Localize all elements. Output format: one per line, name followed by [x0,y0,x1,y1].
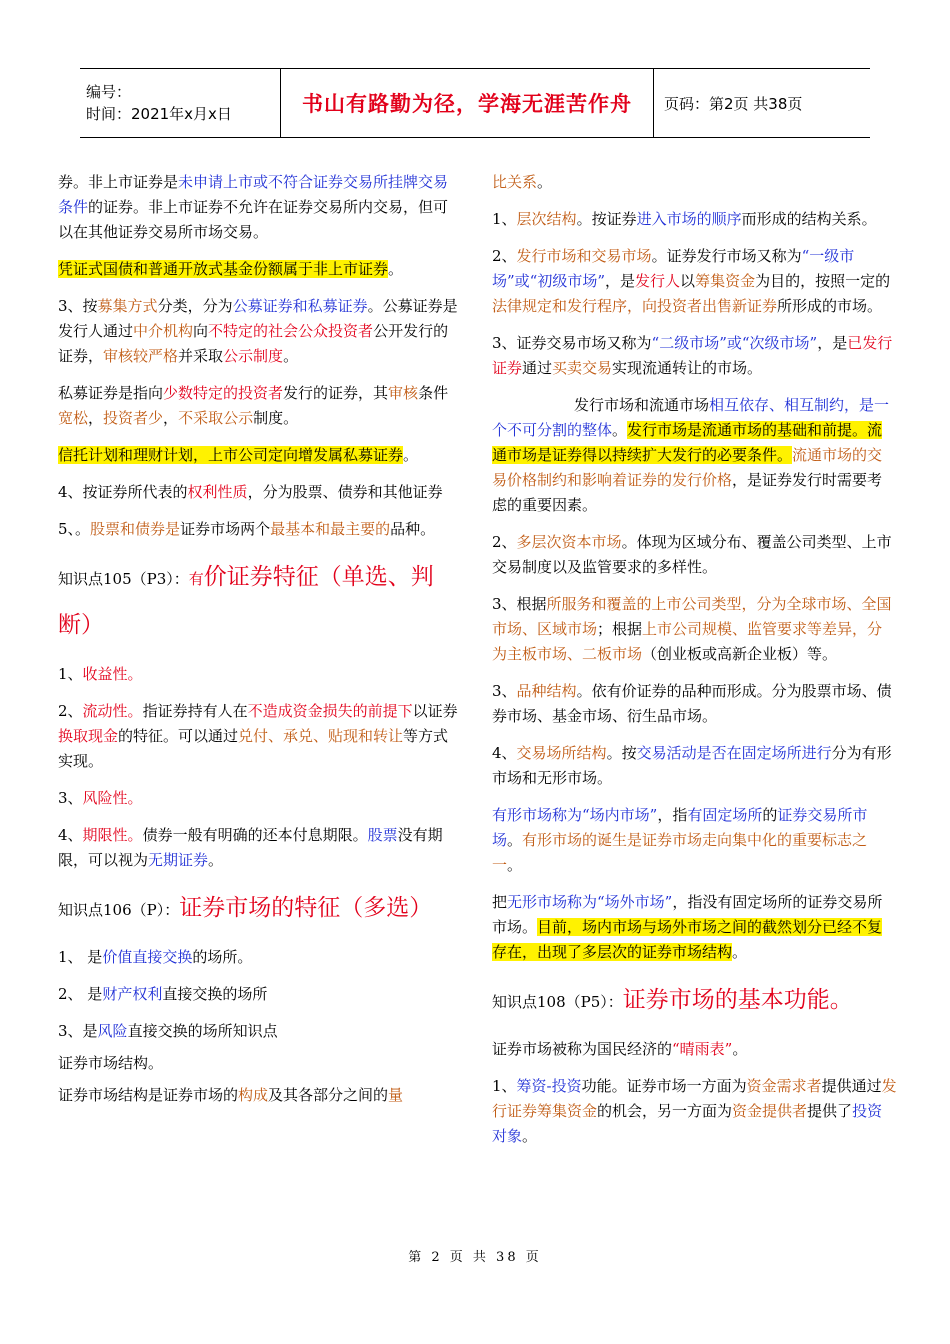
highlighted-note [58,443,463,468]
text-run: 股票 [367,826,398,844]
text-run: 收益性。 [82,665,143,683]
text-run: 凭证式国债和普通开放式基金份额属于非上市证券 [58,260,389,278]
text-run: 直接交换的场所知识点 [127,1022,278,1040]
text-run: 制度。 [253,409,299,427]
text-run: “二级市场”或“次级市场” [651,334,818,352]
text-run: 及其各部分之间的 [268,1086,389,1104]
text-run: 私募证券是指向 [58,384,164,402]
text-run: 中介机构 [133,322,194,340]
text-run: 分类，分为 [157,297,233,315]
text-run: 2、 [492,533,517,551]
document-time-label: 时间：2021年x月x日 [86,105,232,123]
text-run: 提供通过 [821,1077,882,1095]
text-run: 证券交易所市场 [492,806,868,849]
text-run: 公开发行的证券， [58,322,449,365]
paragraph [58,480,463,505]
text-run: 募集方式 [97,297,158,315]
text-run: 有形市场称为“场内市场” [492,806,658,824]
text-run: 证券市场被称为国民经济的 [492,1040,673,1058]
paragraph [492,803,897,878]
text-run: 5、。 [58,520,91,538]
text-run: 多层次资本市场 [516,533,622,551]
text-run: 公示制度 [223,347,284,365]
text-run: 。 [208,851,224,869]
text-run: 兑付、承兑、贴现和转让 [238,727,404,745]
text-run: 层次结构 [516,210,577,228]
text-run: 。 [403,446,419,464]
text-run: 风险 [97,1022,128,1040]
text-run: ；根据 [597,620,643,638]
text-run: 不采取公示 [178,409,254,427]
text-run: 有固定场所 [687,806,763,824]
highlighted-note [58,257,463,282]
knowledge-point-heading [58,885,463,933]
text-run: 3、证券交易市场又称为 [492,334,652,352]
text-run: 不造成资金损失的前提下 [247,702,413,720]
list-item [492,1074,897,1149]
text-run: 发行市场和流通市场 [574,396,710,414]
text-run: 2、 是 [58,985,103,1003]
text-run: 。 [732,1040,748,1058]
text-run: 品种。 [390,520,436,538]
text-run: 的特征。可以通过 [118,727,239,745]
right-column [492,170,897,1161]
list-item [58,823,463,873]
text-run: 公募证券和私募证券 [232,297,368,315]
text-run: 。依有价证券的品种而形成。分为股票市场、债券市场、基金市场、衍生品市场。 [492,682,892,725]
knowledge-point-heading [58,554,463,650]
text-run: 1、 [492,1077,517,1095]
text-run: 发行人 [635,272,681,290]
text-run: 发行的证券，其 [283,384,389,402]
paragraph [492,890,897,965]
text-run: 把 [492,893,508,911]
document-code-label: 编号： [86,83,132,101]
text-run: 资金提供者 [732,1102,808,1120]
text-run: 筹资-投资 [516,1077,582,1095]
text-run: 的机会，另一方面为 [597,1102,733,1120]
text-run: 知识点106（P）： [58,901,180,919]
list-item [492,530,897,580]
list-item [58,699,463,774]
text-run: 少数特定的投资者 [163,384,284,402]
text-run: 债券一般有明确的还本付息期限。 [142,826,368,844]
text-run: 证券市场结构。 [58,1054,164,1072]
text-run: 筹集资金 [695,272,756,290]
text-run: 而形成的结构关系。 [741,210,877,228]
text-run: 目前，场内市场与场外市场之间的截然划分已经不复存在，出现了多层次的证券市场结构 [492,918,883,961]
text-run: 证券市场的特征（多选） [179,895,433,921]
text-run: ，分为股票、债券和其他证券 [247,483,443,501]
text-run: 发行市场和交易市场 [516,247,652,265]
list-item [58,1019,463,1044]
text-run: 已发行证券 [492,334,893,377]
list-item [58,945,463,970]
text-run: 法律规定和发行程序，向投资者出售新证券 [492,297,778,315]
text-run: 的证券。非上市证券不允许在证券交易所内交易，但可以在其他证券交易所市场交易。 [58,198,449,241]
text-run: 量 [388,1086,404,1104]
text-run: 有 [188,570,204,588]
text-run: 3、按 [58,297,98,315]
text-run: “一级市场”或“初级市场” [492,247,855,290]
text-run: 构成 [238,1086,269,1104]
text-run: 流动性。 [82,702,143,720]
text-run: 。 [283,347,299,365]
text-run: ，指 [657,806,688,824]
text-run: 分为有形市场和无形市场。 [492,744,892,787]
text-run: 等方式实现。 [58,727,449,770]
text-run: 向 [193,322,209,340]
text-run: 无形市场称为“场外市场” [507,893,673,911]
text-run: 宽松 [58,409,89,427]
text-run: 。 [507,856,523,874]
text-run: 有形市场的诞生是证券市场走向集中化的重要标志之一 [492,831,868,874]
text-run: 价证券特征（单选、判断） [58,564,434,638]
text-run: 并采取 [178,347,224,365]
text-run: 。证券发行市场又称为 [651,247,802,265]
text-run: 直接交换的场所 [162,985,268,1003]
text-run: 4、 [58,826,83,844]
list-item [492,679,897,729]
text-run: 功能。证券市场一方面为 [581,1077,747,1095]
paragraph [58,517,463,542]
text-run: 以证券 [412,702,458,720]
text-run: 股票和债券是 [90,520,181,538]
text-run: 为目的，按照一定的 [755,272,891,290]
text-run: 所形成的市场。 [777,297,883,315]
text-run: 1、 是 [58,948,103,966]
text-run: 知识点108（P5）： [492,993,623,1011]
text-run: 券。非上市证券是 [58,173,179,191]
text-run: 最基本和最主要的 [270,520,391,538]
text-run: 条件 [418,384,449,402]
text-run: 知识点105（P3）： [58,570,189,588]
paragraph [492,170,897,195]
text-run: 2、 [58,702,83,720]
page-header [80,68,870,138]
text-run: 发行市场是流通市场的基础和前提。流通市场是证券得以持续扩大发行的必要条件。 [492,421,883,464]
paragraph [492,1037,897,1062]
list-item [58,662,463,687]
text-run: 发行证券筹集资金 [492,1077,897,1120]
text-run: 无期证券 [148,851,209,869]
text-run: 的 [762,806,778,824]
text-run: 证券市场结构是证券市场的 [58,1086,239,1104]
text-run: 通过 [522,359,553,377]
text-run: ，是证券发行时需要考虑的重要因素。 [492,471,883,514]
text-run: 3、根据 [492,595,547,613]
text-run: 4、 [492,744,517,762]
text-run: ，指没有固定场所的证券交易所市场。 [492,893,883,936]
paragraph [58,294,463,369]
text-run: 品种结构 [516,682,577,700]
header-meta [80,69,280,137]
header-motto-cell [280,69,654,137]
text-run: 信托计划和理财计划，上市公司定向增发属私募证券 [58,446,404,464]
list-item [58,982,463,1007]
text-run: 风险性。 [82,789,143,807]
text-run: 。按 [606,744,637,762]
text-run: 证券市场两个 [180,520,271,538]
text-run: 相互依存、相互制约，是一个不可分割的整体 [492,396,890,439]
text-run: 3、是 [58,1022,98,1040]
text-run: 流通市场的交易价格制约和影响着证券的发行价格 [492,446,883,489]
text-run: 审核较严格 [103,347,179,365]
text-run: “晴雨表” [672,1040,733,1058]
knowledge-point-heading [492,977,897,1025]
text-run: 上市公司规模、监管要求等差异，分为主板市场、二板市场 [492,620,883,663]
text-run: 。 [388,260,404,278]
paragraph [58,1083,463,1108]
text-run: 交易场所结构 [516,744,607,762]
page-footer: 第 2 页 共 38 页 [408,1250,542,1265]
list-item [58,786,463,811]
text-run: 。 [612,421,628,439]
text-run: 提供了 [807,1102,853,1120]
text-run: 。 [537,173,553,191]
text-run: 进入市场的顺序 [636,210,742,228]
list-item [492,207,897,232]
text-run: 。 [507,831,523,849]
text-run: 。按证券 [576,210,637,228]
text-run: 实现流通转让的市场。 [612,359,763,377]
text-run: 所服务和覆盖的上市公司类型，分为全球市场、全国市场、区域市场 [492,595,892,638]
paragraph [58,381,463,431]
header-page-number: 页码：第2页 共38页 [664,94,803,113]
text-run: 没有期限，可以视为 [58,826,443,869]
text-run: 1、 [492,210,517,228]
left-column [58,170,463,1120]
text-run: ， [163,409,179,427]
text-run: 换取现金 [58,727,119,745]
text-run: 指证券持有人在 [142,702,248,720]
list-item [492,592,897,667]
text-run: （创业板或高新企业板）等。 [642,645,838,663]
text-run: 1、 [58,665,83,683]
text-run: 证券市场的基本功能。 [622,987,853,1013]
header-motto: 书山有路勤为径，学海无涯苦作舟 [302,92,632,116]
text-run: 4、按证券所代表的 [58,483,188,501]
text-run: 买卖交易 [552,359,613,377]
text-run: 以 [680,272,696,290]
list-item [492,331,897,381]
list-item [492,244,897,319]
text-run: 期限性。 [82,826,143,844]
text-run: ，是 [817,334,848,352]
text-run: 投资者少 [103,409,164,427]
text-run: 不特定的社会公众投资者 [208,322,374,340]
text-run: 投资对象 [492,1102,883,1145]
text-run: 3、 [58,789,83,807]
text-run: 权利性质 [187,483,248,501]
paragraph [492,393,897,518]
text-run: 的场所。 [192,948,253,966]
text-run: 价值直接交换 [102,948,193,966]
text-run: 交易活动是否在固定场所进行 [636,744,832,762]
text-run: 资金需求者 [746,1077,822,1095]
text-run: 。公募证券是发行人通过 [58,297,458,340]
text-run: 审核 [388,384,419,402]
text-run: 财产权利 [102,985,163,1003]
paragraph [58,170,463,245]
paragraph [58,1051,463,1076]
text-run: 2、 [492,247,517,265]
text-run: 。 [522,1127,538,1145]
text-run: ， [88,409,104,427]
list-item [492,741,897,791]
text-run: 。体现为区域分布、覆盖公司类型、上市交易制度以及监管要求的多样性。 [492,533,892,576]
text-run: 未申请上市或不符合证券交易所挂牌交易条件 [58,173,449,216]
text-run: 。 [732,943,748,961]
text-run: ，是 [605,272,636,290]
text-run: 3、 [492,682,517,700]
text-run: 比关系 [492,173,538,191]
